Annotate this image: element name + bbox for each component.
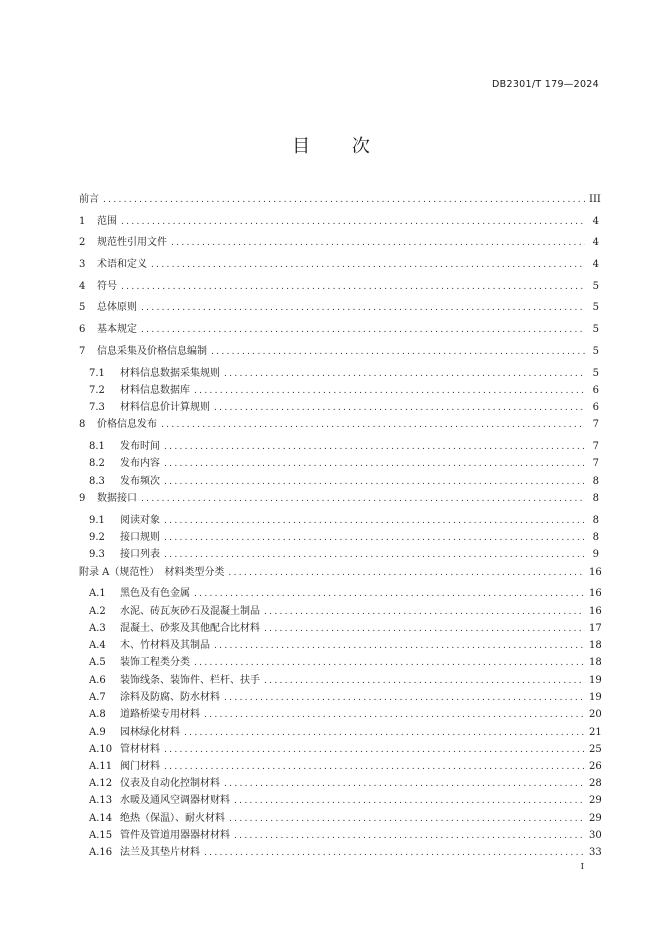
toc-leader-dots [204,847,585,860]
toc-entry-title: 装饰线条、装饰件、栏杆、扶手 [120,674,260,686]
toc-leader-dots [194,657,585,670]
toc-entry-page: 18 [589,640,602,652]
toc-entry[interactable] [79,345,599,367]
toc-leader-dots [121,216,585,229]
toc-entry-page: 20 [589,709,602,721]
toc-leader-dots [224,692,585,705]
toc-leader-dots [211,346,585,359]
toc-entry-number: A.16 [89,847,113,859]
toc-entry-page: III [589,194,601,205]
toc-entry-page: 9 [592,549,599,561]
toc-entry-number: A.7 [89,692,106,704]
toc-leader-dots [171,237,585,250]
toc-entry[interactable] [79,566,602,588]
toc-entry-number: A.12 [89,778,113,790]
toc-entry[interactable] [79,743,602,760]
toc-entry[interactable] [79,384,599,401]
toc-entry-page: 5 [592,280,599,292]
toc-entry-number: A.15 [89,829,113,841]
toc-entry-page: 4 [592,237,599,249]
toc-entry[interactable] [79,829,602,846]
toc-leader-dots [194,385,585,398]
toc-entry-number: A.4 [89,640,106,652]
toc-entry-page: 8 [592,475,599,487]
toc-entry-page: 7 [592,458,599,470]
toc-entry[interactable] [79,587,602,604]
toc-entry[interactable] [79,236,599,258]
toc-entry-number: A.9 [89,726,106,738]
toc-entry[interactable] [79,193,599,215]
toc-entry-number: A.13 [89,795,113,807]
toc-entry[interactable] [79,367,599,384]
toc-entry[interactable] [79,812,602,829]
toc-entry-title: 范围 [97,215,117,227]
toc-entry[interactable] [79,401,599,418]
table-of-contents [79,193,602,863]
toc-entry-title: 发布内容 [120,458,160,470]
toc-leader-dots [164,476,585,489]
toc-leader-dots [164,744,585,757]
toc-leader-dots [164,532,585,545]
toc-entry-title: 园林绿化材料 [120,726,180,738]
toc-entry-title: 材料信息数据库 [120,384,190,396]
toc-entry-number: 9.1 [89,514,105,526]
toc-entry-page: 5 [592,345,599,357]
toc-entry-title: 阀门材料 [120,761,160,773]
toc-leader-dots [164,761,585,774]
toc-leader-dots [121,281,585,294]
page-title [0,132,662,158]
toc-leader-dots [264,623,585,636]
toc-entry-title: 信息采集及价格信息编制 [97,345,207,357]
toc-entry[interactable] [79,726,602,743]
toc-entry-title: 木、竹材料及其制品 [120,640,210,652]
toc-leader-dots [161,419,585,432]
toc-entry-title: 总体原则 [97,302,137,314]
toc-entry-page: 19 [589,674,602,686]
toc-entry-number: 8 [79,419,86,431]
toc-entry[interactable] [79,656,602,673]
toc-entry-page: 4 [592,259,599,271]
toc-entry-page: 19 [589,692,602,704]
toc-leader-dots [164,515,585,528]
toc-entry-title: 水泥、砖瓦灰砂石及混凝土制品 [120,605,260,617]
toc-leader-dots [224,368,585,381]
toc-entry-title: 接口列表 [120,549,160,561]
toc-entry[interactable] [79,708,602,725]
toc-entry-number: 6 [79,324,86,336]
toc-entry-number: A.2 [89,605,106,617]
toc-leader-dots [228,567,585,580]
toc-entry[interactable] [79,475,599,492]
toc-entry-page: 21 [589,726,602,738]
toc-entry-page: 26 [589,761,602,773]
toc-entry-title: 发布频次 [120,475,160,487]
toc-entry-title: 材料信息价计算规则 [120,402,210,414]
toc-entry-page: 17 [589,622,602,634]
toc-leader-dots [224,778,585,791]
toc-entry[interactable] [79,531,599,548]
toc-entry-title: 水暖及通风空调器材财料 [120,795,230,807]
toc-leader-dots [264,606,585,619]
toc-entry-page: 8 [592,531,599,543]
toc-entry-page: 16 [589,605,602,617]
toc-entry-page: 29 [589,812,602,824]
toc-entry-number: 9.2 [89,531,105,543]
toc-entry[interactable] [79,846,602,863]
toc-entry-title: 术语和定义 [97,259,147,271]
page-number: I [580,862,584,872]
toc-entry-title: 法兰及其垫片材料 [120,847,200,859]
toc-entry-number: 9 [79,492,86,504]
title-char-1: 目 [292,136,311,157]
toc-entry[interactable] [79,215,599,237]
toc-entry-number: 7.1 [89,367,105,379]
toc-entry-title: 仪表及自动化控制材料 [120,778,220,790]
toc-entry-page: 16 [589,566,602,578]
toc-entry-title: 装饰工程类分类 [120,657,190,669]
toc-entry[interactable] [79,760,602,777]
toc-entry-page: 5 [592,324,599,336]
toc-entry[interactable] [79,691,602,708]
toc-entry-number: 7 [79,345,86,357]
toc-entry[interactable] [79,605,602,622]
toc-entry-page: 16 [589,588,602,600]
toc-entry-number: A.1 [89,588,106,600]
toc-entry-title: 规范性引用文件 [97,237,167,249]
toc-entry-number: 3 [79,259,86,271]
toc-leader-dots [103,194,585,207]
document-code: DB2301/T 179—2024 [492,79,599,90]
toc-entry[interactable] [79,548,599,565]
toc-leader-dots [141,302,585,315]
toc-entry-page: 8 [592,492,599,504]
toc-entry-title: 管材材料 [120,743,160,755]
toc-entry[interactable] [79,258,599,280]
toc-leader-dots [234,830,585,843]
toc-leader-dots [184,727,585,740]
toc-entry-page: 29 [589,795,602,807]
toc-leader-dots [204,709,585,722]
toc-entry-page: 7 [592,419,599,431]
toc-entry[interactable] [79,301,599,323]
toc-entry-number: 4 [79,280,86,292]
toc-entry-title: 黑色及有色金属 [120,588,190,600]
toc-entry-page: 7 [592,441,599,453]
toc-entry[interactable] [79,457,599,474]
toc-entry-number: A.10 [89,743,113,755]
title-char-2: 次 [351,136,370,157]
toc-entry-title: 管件及管道用器器材材料 [120,829,230,841]
toc-entry-title: 绝热（保温）、耐火材料 [120,812,225,824]
toc-entry-title: 前言 [79,194,99,205]
toc-entry-title: 基本规定 [97,324,137,336]
toc-entry-title: 符号 [97,280,117,292]
toc-entry[interactable] [79,492,599,514]
toc-entry[interactable] [79,777,602,794]
toc-entry[interactable] [79,674,602,691]
toc-entry[interactable] [79,794,602,811]
toc-leader-dots [164,549,585,562]
toc-entry-number: A.5 [89,657,106,669]
toc-entry-number: 8.3 [89,475,105,487]
toc-entry-title: 道路桥梁专用材料 [120,709,200,721]
toc-entry-page: 8 [592,514,599,526]
toc-leader-dots [229,813,585,826]
toc-entry-number: A.3 [89,622,106,634]
toc-entry[interactable] [79,639,602,656]
toc-entry-title: 附录 A（规范性） 材料类型分类 [79,566,225,578]
toc-entry[interactable] [79,622,602,639]
toc-entry-title: 接口规则 [120,531,160,543]
toc-entry[interactable] [79,418,599,440]
toc-leader-dots [141,324,585,337]
toc-entry-number: A.11 [89,761,113,773]
toc-entry-title: 价格信息发布 [97,419,157,431]
toc-entry-page: 30 [589,829,602,841]
toc-entry-page: 25 [589,743,602,755]
toc-entry[interactable] [79,514,599,531]
toc-entry-title: 涂料及防腐、防水材料 [120,692,220,704]
toc-entry[interactable] [79,280,599,302]
toc-entry-page: 5 [592,302,599,314]
toc-entry-title: 数据接口 [97,492,137,504]
toc-entry-number: 9.3 [89,549,105,561]
toc-entry-number: 1 [79,215,86,227]
toc-entry-number: A.8 [89,709,106,721]
toc-entry-number: 8.2 [89,458,105,470]
toc-entry-number: A.6 [89,674,106,686]
toc-entry-page: 6 [592,402,599,414]
toc-entry-page: 28 [589,778,602,790]
toc-entry-page: 33 [589,847,602,859]
toc-entry-number: 7.3 [89,402,105,414]
toc-leader-dots [214,640,585,653]
toc-leader-dots [234,795,585,808]
toc-leader-dots [214,402,585,415]
toc-leader-dots [264,675,585,688]
toc-entry-page: 5 [592,367,599,379]
toc-entry-page: 4 [592,215,599,227]
toc-leader-dots [194,588,585,601]
toc-entry-number: 7.2 [89,384,105,396]
toc-entry-number: 8.1 [89,441,105,453]
toc-entry-title: 材料信息数据采集规则 [120,367,220,379]
toc-entry-number: 5 [79,302,86,314]
toc-leader-dots [151,259,585,272]
toc-entry[interactable] [79,323,599,345]
toc-entry[interactable] [79,440,599,457]
toc-leader-dots [141,493,585,506]
toc-entry-number: A.14 [89,812,113,824]
toc-leader-dots [164,441,585,454]
toc-entry-title: 发布时间 [120,441,160,453]
toc-entry-number: 2 [79,237,86,249]
toc-entry-page: 6 [592,384,599,396]
toc-leader-dots [164,458,585,471]
toc-entry-title: 混凝土、砂浆及其他配合比材料 [120,622,260,634]
toc-entry-page: 18 [589,657,602,669]
toc-entry-title: 阅读对象 [120,514,160,526]
